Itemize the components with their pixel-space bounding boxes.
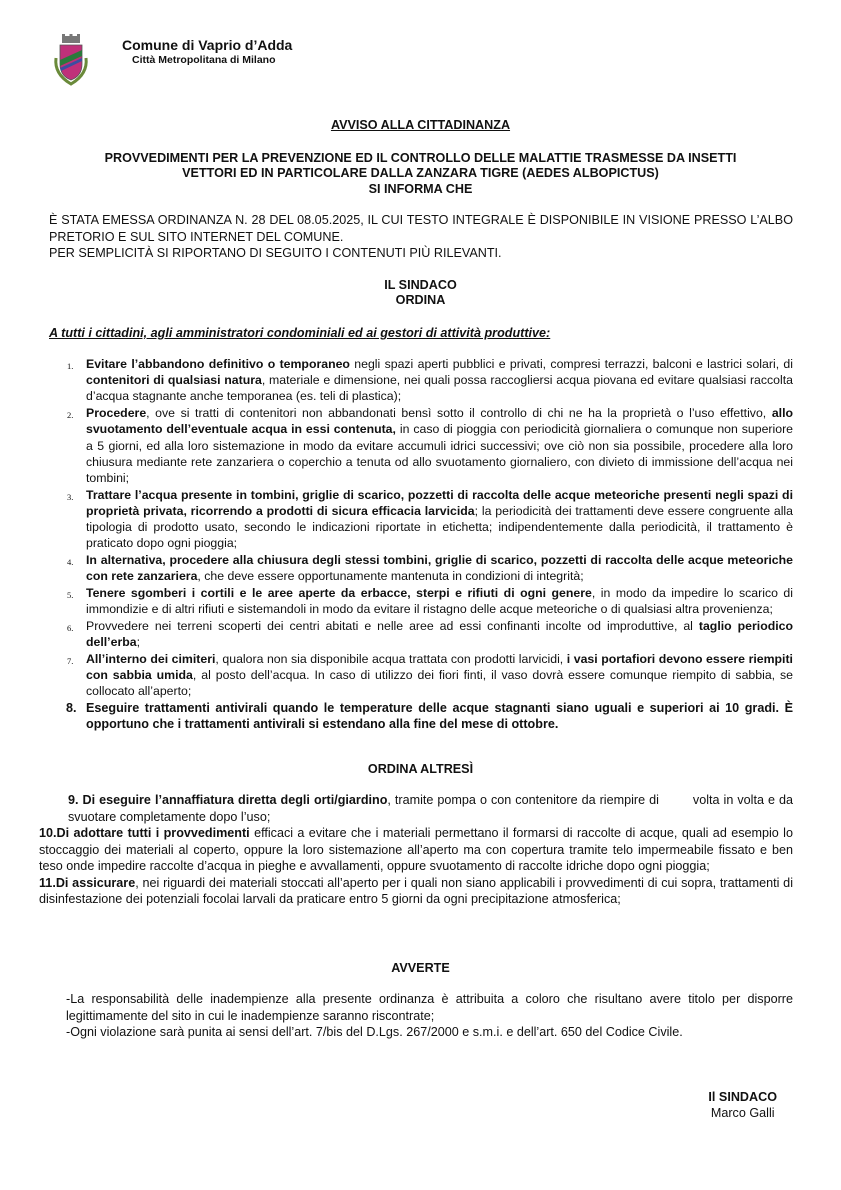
list-item: 4. In alternativa, procedere alla chiusura degli stessi tombini, griglie di scarico, pozzetti di raccolta delle acque meteoriche con rete zanzariera, che deve essere opportunamente mantenuta in condizioni di integrità;: [67, 552, 793, 584]
list-item: 3. Trattare l’acqua presente in tombini, griglie di scarico, pozzetti di raccolta delle acque meteoriche presenti negli spazi di proprietà privata, ricorrendo a prodotti di sicura efficacia larvicida; la periodicità dei trattamenti deve essere congruente alla tipologia di prodotto usato, secondo le indicazioni riportate in etichetta; indipendentemente dalla periodicità, il trattamento è praticato dopo ogni pioggia;: [67, 487, 794, 551]
notice-title: AVVISO ALLA CITTADINANZA: [330, 118, 511, 132]
list-item: 5. Tenere sgomberi i cortili e le aree aperte da erbacce, sterpi e rifiuti di ogni genere, in modo da impedire lo scarico di immondizie e di altri rifiuti e sistemandoli in modo da evitare il ristagno delle acque meteoriche o di qualsiasi altra provenienza;: [67, 585, 793, 617]
list-item: 10.Di adottare tutti i provvedimenti efficaci a evitare che i materiali permettano il formarsi di raccolte di acque, quali ad esempio lo stoccaggio dei materiali al coperto, oppure la loro sistemazione all’aperto ma con copertura tramite telo impermeabile fissato e ben teso onde impedire raccolte d’acqua in pieghe e avvallamenti, oppure svuotamento di raccolte idriche dopo ogni pioggia;: [39, 826, 793, 873]
list-item: 11.Di assicurare, nei riguardi dei materiali stoccati all’aperto per i quali non siano applicabili i provvedimenti di cui sopra, trattamenti di disinfestazione dei potenziali focolai larvali da praticare entro 5 giorni da ogni precipitazione atmosferica;: [39, 875, 793, 906]
subject-line-1: PROVVEDIMENTI PER LA PREVENZIONE ED IL CONTROLLO DELLE MALATTIE TRASMESSE DA INSETTI: [104, 151, 737, 165]
intro-paragraph: [49, 212, 793, 262]
signature-title: Il SINDACO: [708, 1090, 777, 1104]
addressees-line: A tutti i cittadini, agli amministratori condominiali ed ai gestori di attività produttive:: [49, 326, 551, 340]
subject-line-2: VETTORI ED IN PARTICOLARE DALLA ZANZARA TIGRE (AEDES ALBOPICTUS): [182, 166, 659, 180]
list-item: -Ogni violazione sarà punita ai sensi dell’art. 7/bis del D.Lgs. 267/2000 e s.m.i. e dell’art. 650 del Codice Civile.: [66, 1025, 683, 1039]
list-item: 2. Procedere, ove si tratti di contenitori non abbandonati bensì sotto il controllo di chi ne ha la proprietà o l’uso effettivo, allo svuotamento dell’eventuale acqua in essi contenuta, in caso di pioggia con periodicità giornaliera o comunque non superiore a 5 giorni, ed alla loro sistemazione in modo da evitare accumuli idrici successivi; ove ciò non sia possibile, procedere alla loro chiusura mediante rete zanzariera o coperchio a tenuta od allo svuotamento giornaliero, con divieto di immissione dell’acqua nei tombini;: [67, 406, 794, 485]
list-item: 1. Evitare l’abbandono definitivo o temporaneo negli spazi aperti pubblici e privati, compresi terrazzi, balconi e lastrici solari, di contenitori di qualsiasi natura, materiale e dimensione, nei quali possa raccogliersi acqua piovana ed evitare qualsiasi raccolta d’acqua stagnante anche temporanea (es. teli di plastica);: [67, 357, 794, 404]
signature-name: Marco Galli: [710, 1106, 775, 1120]
signature-block: [708, 1089, 777, 1121]
intro-p1: È STATA EMESSA ORDINANZA N. 28 DEL 08.05.2025, IL CUI TESTO INTEGRALE È DISPONIBILE IN VISIONE PRESSO L’ALBO PRETORIO E SUL SITO INTERNET DEL COMUNE.: [49, 213, 793, 244]
avverte-heading: AVVERTE: [391, 961, 450, 975]
mayor-heading: IL SINDACO: [384, 278, 457, 292]
list-item: 8. Eseguire trattamenti antivirali quando le temperature delle acque stagnanti siano uguali e superiori ai 10 gradi. È opportuno che i trattamenti antivirali si estendano alla fine del mese di ottobre.: [66, 700, 793, 731]
ordina-heading: ORDINA: [395, 293, 446, 307]
avverte-list: [66, 991, 793, 1041]
order-list: [49, 356, 793, 733]
list-item: 6. Provvedere nei terreni scoperti dei centri abitati e nelle aree ad essi confinanti incolte od improduttive, al taglio periodico dell’erba;: [67, 618, 793, 649]
metro-city: Città Metropolitana di Milano: [132, 54, 276, 66]
altresi-heading: ORDINA ALTRESÌ: [367, 762, 474, 776]
coat-of-arms-icon: [52, 34, 90, 86]
list-item: 9. Di eseguire l’annaffiatura diretta degli orti/giardino, tramite pompa o con contenitore da riempire di volta in volta e da svuotare completamente dopo l’uso;: [68, 793, 793, 824]
altresi-list: [39, 792, 793, 908]
subject-line-3: SI INFORMA CHE: [368, 182, 473, 196]
municipality-name: Comune di Vaprio d’Adda: [122, 37, 293, 53]
municipality-header: [122, 37, 292, 68]
list-item: -La responsabilità delle inadempienze alla presente ordinanza è attribuita a coloro che risultano avere titolo per disporre legittimamente del sito in cui le inadempienze saranno riscontrate;: [66, 992, 793, 1023]
list-item: 7. All’interno dei cimiteri, qualora non sia disponibile acqua trattata con prodotti larvicidi, i vasi portafiori devono essere riempiti con sabbia umida, al posto dell’acqua. In caso di utilizzo dei fiori finti, il vaso dovrà essere comunque riempito di sabbia, se collocato all’aperto;: [67, 651, 793, 699]
intro-p2: PER SEMPLICITÀ SI RIPORTANO DI SEGUITO I CONTENUTI PIÙ RILEVANTI.: [49, 246, 502, 260]
